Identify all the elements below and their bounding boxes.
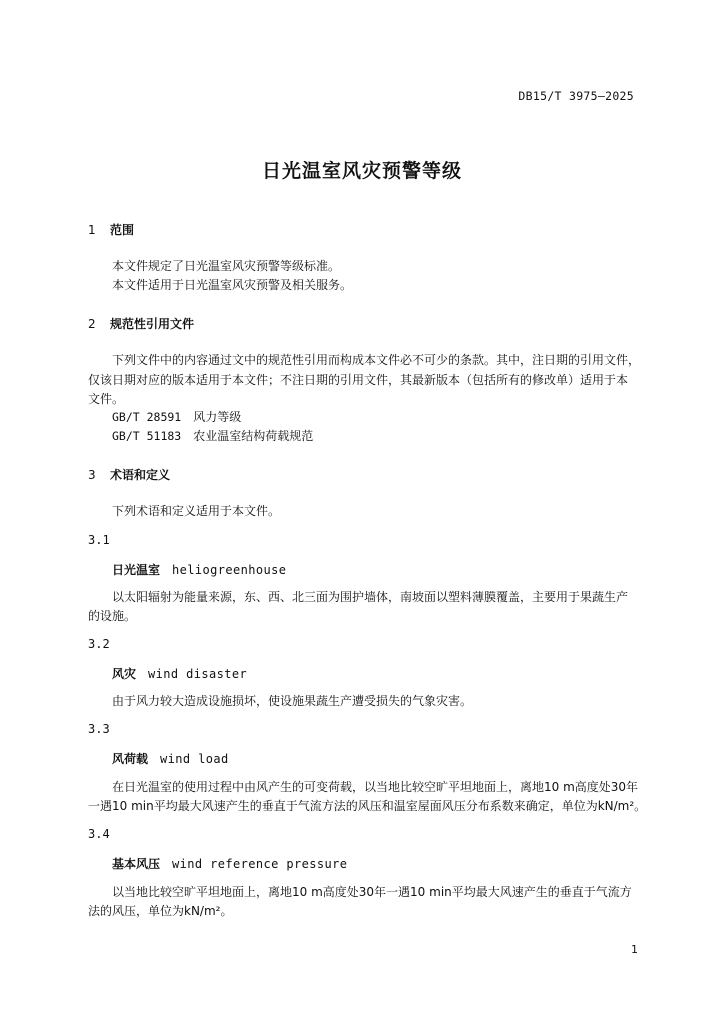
reference-item — [112, 426, 313, 446]
term-en: wind load — [160, 752, 229, 766]
section-title: 术语和定义 — [110, 468, 171, 482]
term-en: heliogreenhouse — [172, 563, 287, 577]
paragraph: 下列术语和定义适用于本文件。 — [112, 504, 281, 518]
reference-code: GB/T 28591 — [112, 410, 182, 424]
term-heading — [112, 665, 247, 682]
paragraph: 本文件适用于日光温室风灾预警及相关服务。 — [112, 278, 353, 292]
reference-name: 农业温室结构荷载规范 — [193, 429, 314, 443]
subsection-number: 3.1 — [88, 533, 110, 547]
term-zh: 基本风压 — [112, 857, 161, 871]
paragraph-line: 文件。 — [88, 392, 125, 406]
term-heading — [112, 561, 286, 578]
page-number: 1 — [631, 943, 638, 956]
term-en: wind disaster — [148, 667, 248, 681]
subsection-number: 3.3 — [88, 722, 110, 736]
definition-line: 一遇10 min平均最大风速产生的垂直于气流方法的风压和温室屋面风压分布系数来确定，单位为kN/m²。 — [88, 799, 647, 813]
section-3-heading — [88, 466, 170, 483]
document-code: DB15/T 3975—2025 — [518, 89, 634, 103]
definition-line: 由于风力较大造成设施损坏，使设施果蔬生产遭受损失的气象灾害。 — [112, 694, 473, 708]
subsection-number: 3.2 — [88, 637, 110, 651]
term-heading — [112, 855, 347, 872]
section-title: 规范性引用文件 — [110, 317, 195, 331]
reference-name: 风力等级 — [193, 410, 242, 424]
definition-line: 的设施。 — [88, 609, 137, 623]
section-number: 1 — [88, 223, 96, 237]
section-2-heading — [88, 315, 194, 332]
term-zh: 风灾 — [112, 667, 137, 681]
section-number: 2 — [88, 317, 96, 331]
page-title: 日光温室风灾预警等级 — [261, 160, 462, 182]
section-number: 3 — [88, 468, 96, 482]
definition-line: 以太阳辐射为能量来源，东、西、北三面为围护墙体，南坡面以塑料薄膜覆盖，主要用于果蔬生产 — [112, 590, 629, 604]
term-en: wind reference pressure — [172, 857, 348, 871]
definition-line: 在日光温室的使用过程中由风产生的可变荷载，以当地比较空旷平坦地面上，离地10 m高度处30年 — [112, 780, 639, 794]
paragraph: 本文件规定了日光温室风灾预警等级标准。 — [112, 259, 341, 273]
subsection-number: 3.4 — [88, 827, 110, 841]
reference-item — [112, 407, 241, 427]
section-1-heading — [88, 221, 134, 238]
paragraph-line: 下列文件中的内容通过文中的规范性引用而构成本文件必不可少的条款。其中，注日期的引用文件， — [112, 353, 641, 367]
definition-line: 法的风压，单位为kN/m²。 — [88, 904, 233, 918]
paragraph-line: 仅该日期对应的版本适用于本文件；不注日期的引用文件，其最新版本（包括所有的修改单）适用于本 — [88, 373, 629, 387]
term-heading — [112, 750, 229, 767]
section-title: 范围 — [110, 223, 135, 237]
definition-line: 以当地比较空旷平坦地面上，离地10 m高度处30年一遇10 min平均最大风速产生的垂直于气流方 — [112, 885, 632, 899]
term-zh: 日光温室 — [112, 563, 161, 577]
term-zh: 风荷载 — [112, 752, 149, 766]
reference-code: GB/T 51183 — [112, 429, 182, 443]
